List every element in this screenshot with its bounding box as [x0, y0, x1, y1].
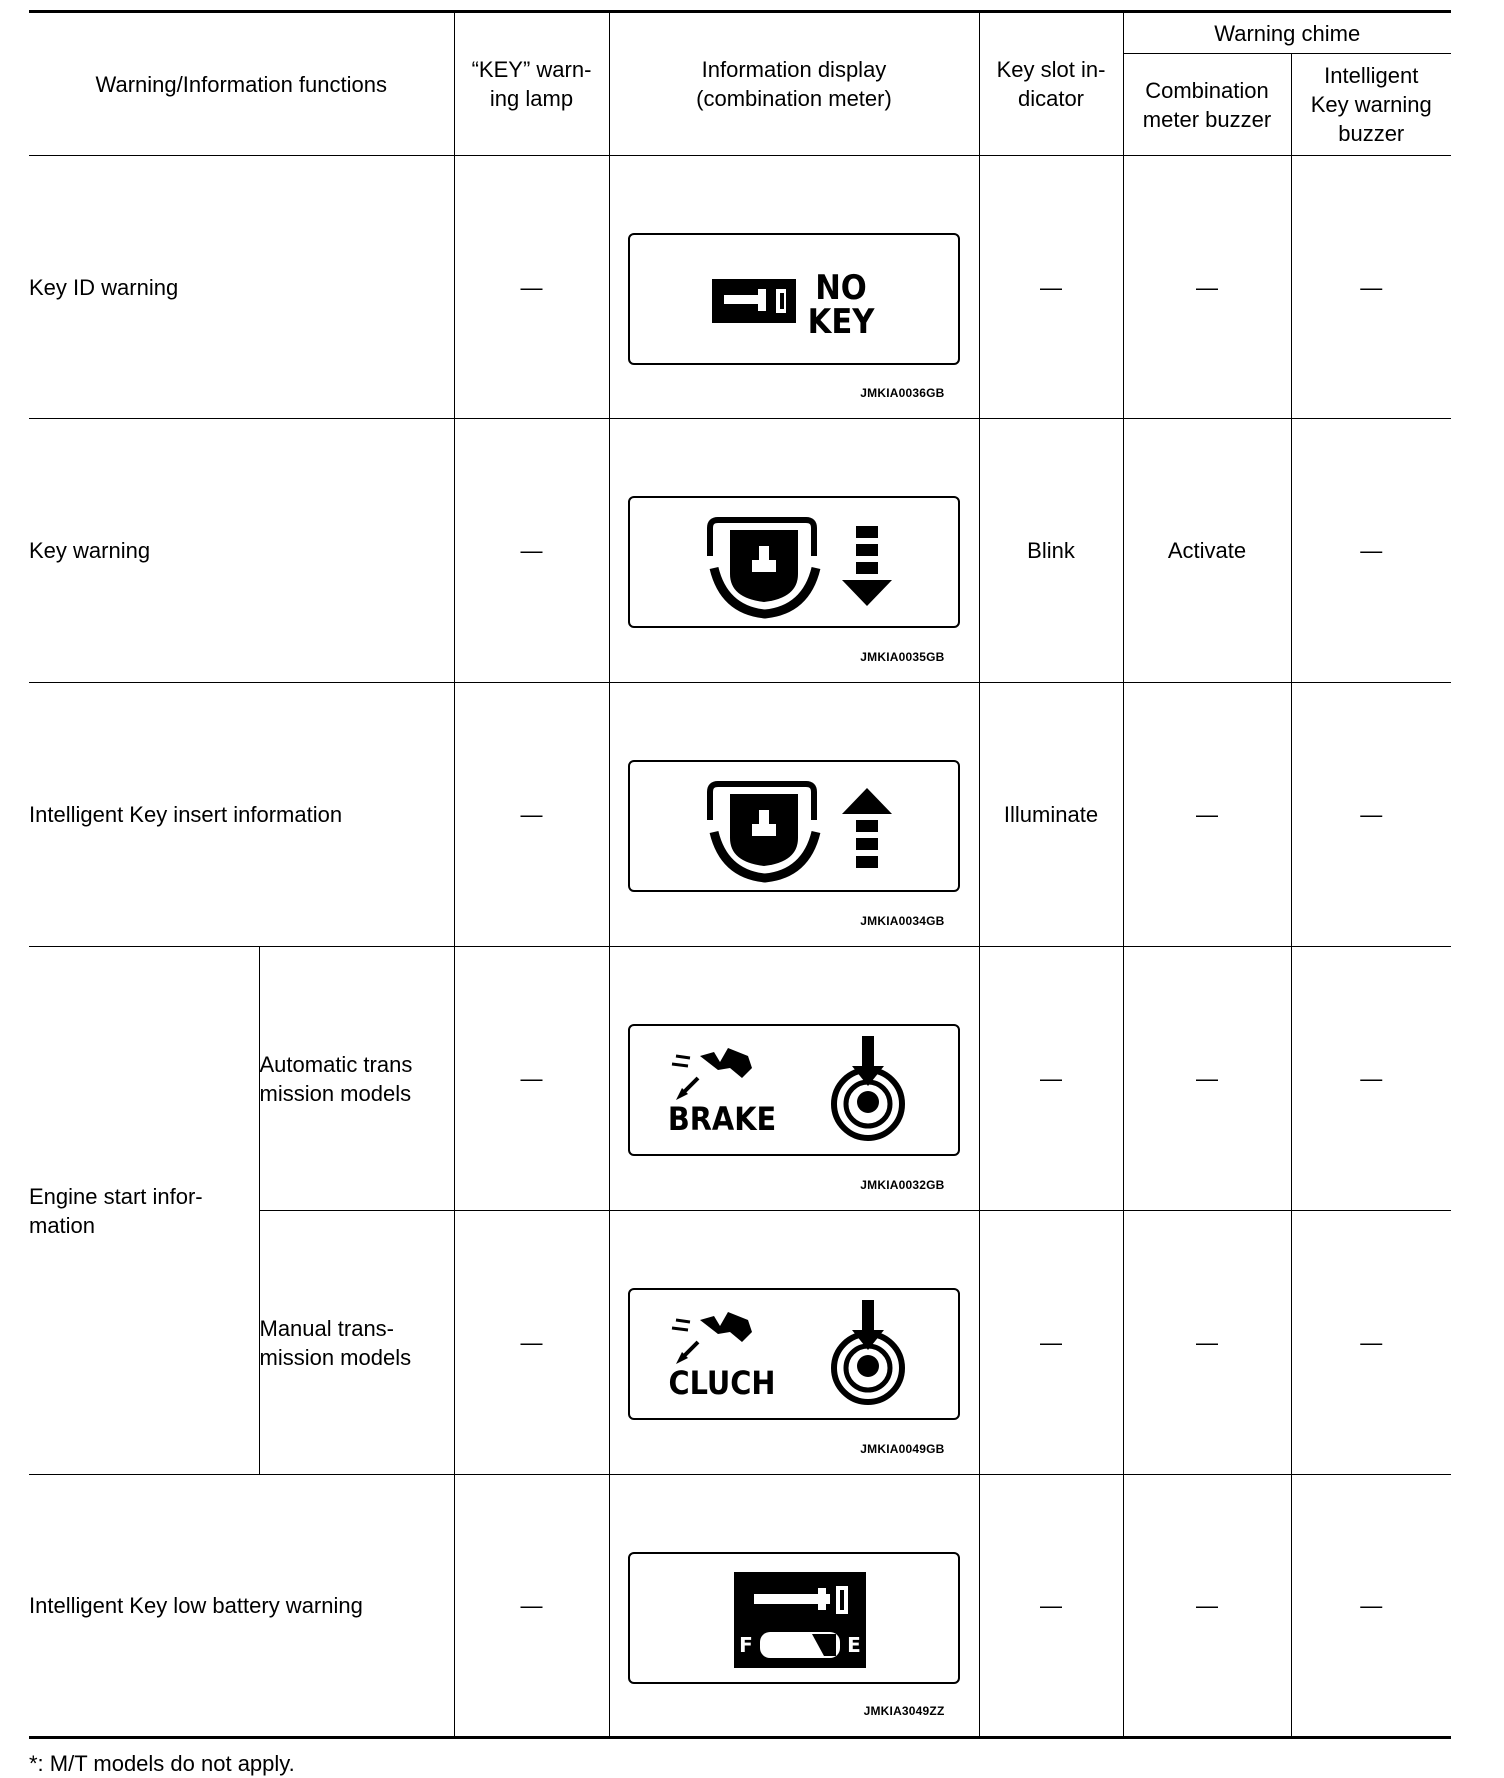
brake-start-icon: [630, 1026, 962, 1158]
header-info-display: Information display (combination meter): [609, 12, 979, 156]
footnote: *: M/T models do not apply.: [29, 1751, 295, 1776]
fuel-f-label: F: [738, 1633, 753, 1657]
header-intelligent-buzzer: Intelligent Key warning buzzer: [1291, 54, 1451, 156]
combination-buzzer-value: —: [1123, 156, 1291, 419]
combination-buzzer-value: —: [1123, 947, 1291, 1211]
intelligent-buzzer-value: —: [1291, 683, 1451, 947]
figure-id: JMKIA0032GB: [860, 1178, 945, 1192]
header-warning-chime: Warning chime: [1123, 12, 1451, 54]
info-display-cell: [609, 419, 979, 683]
header-key-slot: Key slot in- dicator: [979, 12, 1123, 156]
key-slot-value: Blink: [979, 419, 1123, 683]
key-slot-value: —: [979, 947, 1123, 1211]
key-low-battery-icon: [630, 1554, 962, 1686]
key-lamp-value: —: [454, 1211, 609, 1475]
key-slot-value: —: [979, 1211, 1123, 1475]
display-panel: [628, 1288, 960, 1420]
table-row: [29, 419, 1451, 683]
key-remove-icon: [630, 498, 962, 630]
key-slot-value: Illuminate: [979, 683, 1123, 947]
display-panel: [628, 496, 960, 628]
display-panel: [628, 233, 960, 365]
clutch-start-icon: [630, 1290, 962, 1422]
combination-buzzer-value: —: [1123, 1475, 1291, 1738]
key-insert-icon: [630, 762, 962, 894]
key-lamp-value: —: [454, 683, 609, 947]
intelligent-buzzer-value: —: [1291, 156, 1451, 419]
combination-buzzer-value: —: [1123, 1211, 1291, 1475]
sub-function-name: Manual trans- mission models: [259, 1211, 454, 1475]
function-name: Key warning: [29, 419, 454, 683]
display-text-cluch: CLUCH: [668, 1364, 775, 1402]
display-text-no: NO: [814, 268, 867, 308]
table-row: [29, 1475, 1451, 1738]
warning-function-table: [29, 10, 1451, 1739]
display-text-key: KEY: [807, 302, 874, 342]
info-display-cell: [609, 1211, 979, 1475]
display-panel: [628, 1024, 960, 1156]
no-key-icon: [630, 235, 962, 367]
function-name: Engine start infor- mation: [29, 947, 259, 1475]
key-slot-value: —: [979, 1475, 1123, 1738]
info-display-cell: [609, 156, 979, 419]
display-text-brake: BRAKE: [667, 1100, 776, 1138]
figure-id: JMKIA0036GB: [860, 386, 945, 400]
key-lamp-value: —: [454, 156, 609, 419]
key-lamp-value: —: [454, 947, 609, 1211]
fuel-e-label: E: [846, 1633, 861, 1657]
figure-id: JMKIA0034GB: [860, 914, 945, 928]
header-combination-buzzer: Combination meter buzzer: [1123, 54, 1291, 156]
figure-id: JMKIA0049GB: [860, 1442, 945, 1456]
table-row: [29, 947, 1451, 1211]
combination-buzzer-value: Activate: [1123, 419, 1291, 683]
intelligent-buzzer-value: —: [1291, 419, 1451, 683]
info-display-cell: [609, 683, 979, 947]
function-name: Key ID warning: [29, 156, 454, 419]
header-key-lamp: “KEY” warn- ing lamp: [454, 12, 609, 156]
function-name: Intelligent Key insert information: [29, 683, 454, 947]
figure-id: JMKIA3049ZZ: [863, 1704, 945, 1718]
sub-function-name: Automatic trans mission models: [259, 947, 454, 1211]
table-row: [29, 156, 1451, 419]
intelligent-buzzer-value: —: [1291, 1475, 1451, 1738]
intelligent-buzzer-value: —: [1291, 1211, 1451, 1475]
key-lamp-value: —: [454, 1475, 609, 1738]
display-panel: [628, 1552, 960, 1684]
key-lamp-value: —: [454, 419, 609, 683]
info-display-cell: [609, 1475, 979, 1738]
header-functions: Warning/Information functions: [29, 12, 454, 156]
table-row: [29, 683, 1451, 947]
intelligent-buzzer-value: —: [1291, 947, 1451, 1211]
key-slot-value: —: [979, 156, 1123, 419]
function-name: Intelligent Key low battery warning: [29, 1475, 454, 1738]
combination-buzzer-value: —: [1123, 683, 1291, 947]
figure-id: JMKIA0035GB: [860, 650, 945, 664]
info-display-cell: [609, 947, 979, 1211]
display-panel: [628, 760, 960, 892]
